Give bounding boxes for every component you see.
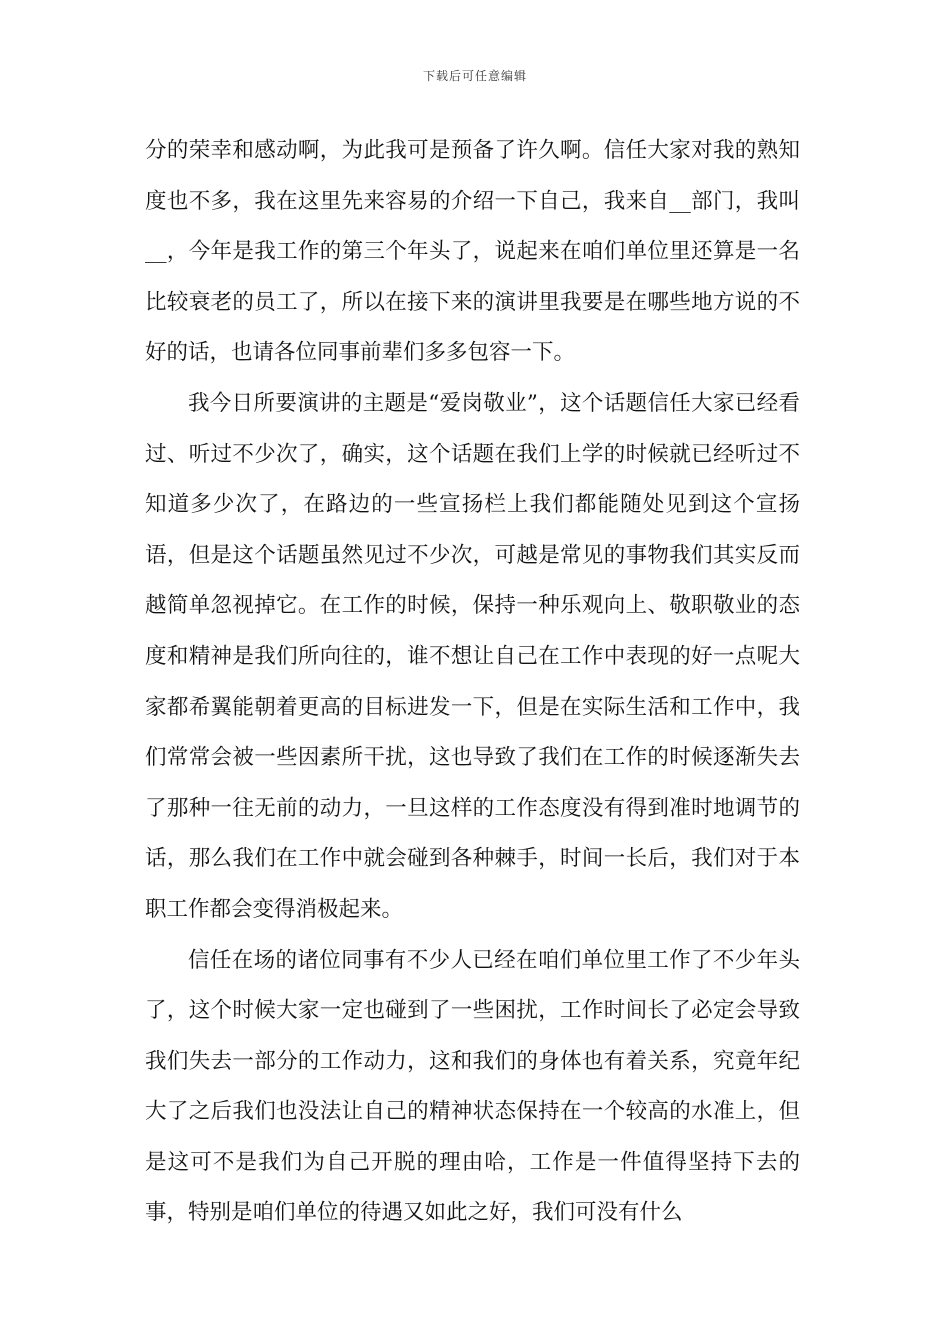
page-header: 下载后可任意编辑 [422,69,527,83]
document-body [145,126,800,1239]
paragraph-topic: 我今日所要演讲的主题是“爱岗敬业”，这个话题信任大家已经看过、听过不少次了，确实，这个话题在我们上学的时候就已经听过不知道多少次了，在路边的一些宣扬栏上我们都能随处见到这个宣扬语，但是这个话题虽然见过不少次，可越是常见的事物我们其实反而越简单忽视掉它。在工作的时候，保持一种乐观向上、敬职敬业的态度和精神是我们所向往的，谁不想让自己在工作中表现的好一点呢大家都希翼能朝着更高的目标进发一下，但是在实际生活和工作中，我们常常会被一些因素所干扰，这也导致了我们在工作的时候逐渐失去了那种一往无前的动力，一旦这样的工作态度没有得到准时地调节的话，那么我们在工作中就会碰到各种棘手，时间一长后，我们对于本职工作都会变得消极起来。 [145,390,800,922]
paragraph-continuation: 分的荣幸和感动啊，为此我可是预备了许久啊。信任大家对我的熟知度也不多，我在这里先来容易的介绍一下自己，我来自__部门，我叫__，今年是我工作的第三个年头了，说起来在咱们单位里还算是一名比较衰老的员工了，所以在接下来的演讲里我要是在哪些地方说的不好的话，也请各位同事前辈们多多包容一下。 [145,138,800,366]
paragraph-colleagues: 信任在场的诸位同事有不少人已经在咱们单位里工作了不少年头了，这个时候大家一定也碰到了一些困扰，工作时间长了必定会导致我们失去一部分的工作动力，这和我们的身体也有着关系，究竟年纪大了之后我们也没法让自己的精神状态保持在一个较高的水准上，但是这可不是我们为自己开脱的理由哈，工作是一件值得坚持下去的事，特别是咱们单位的待遇又如此之好，我们可没有什么 [145,947,800,1226]
